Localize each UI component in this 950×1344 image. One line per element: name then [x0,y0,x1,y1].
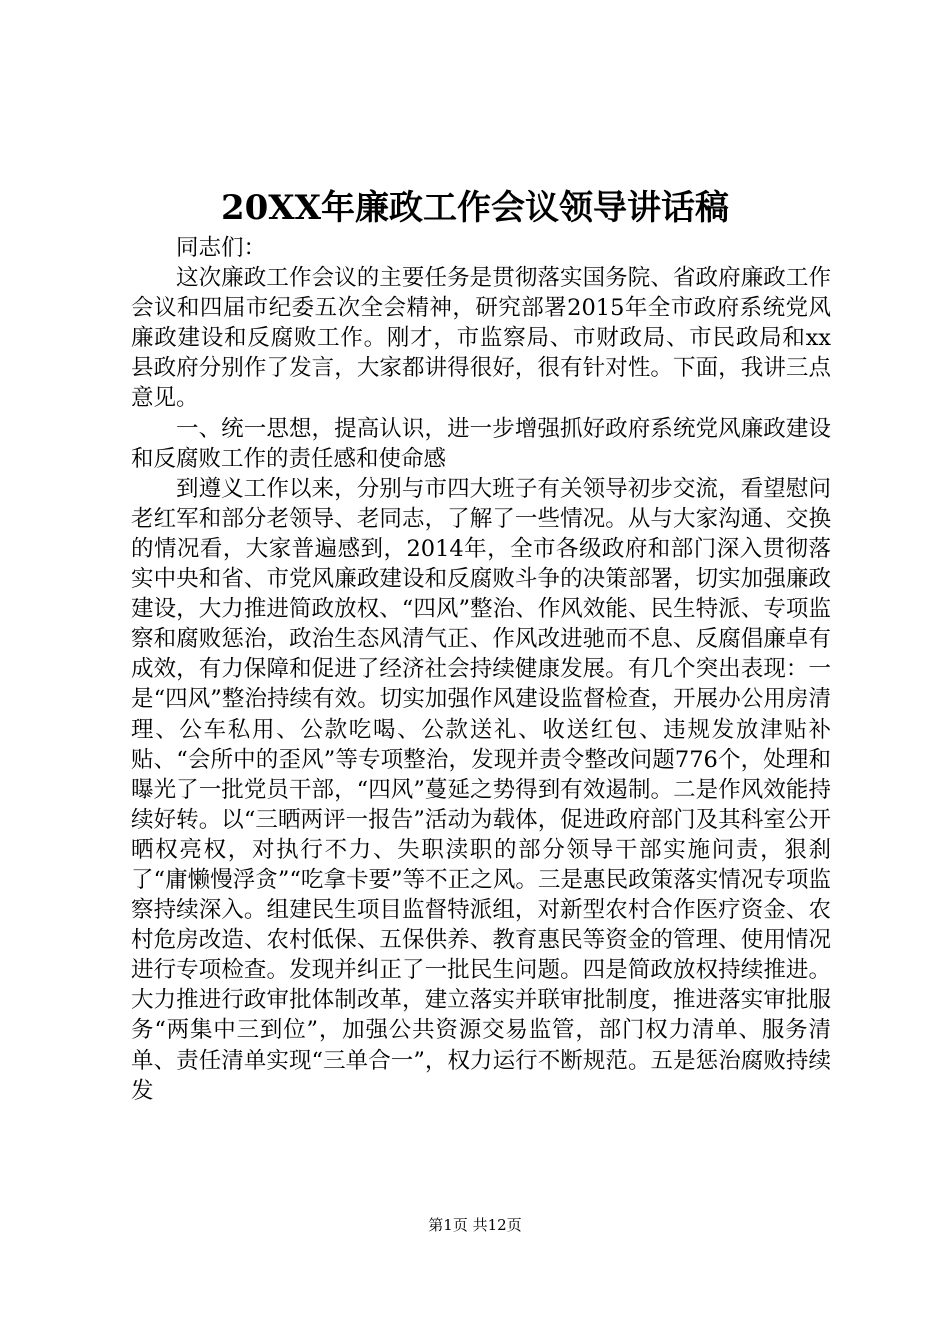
section-heading-one: 一、统一思想，提高认识，进一步增强抓好政府系统党风廉政建设和反腐败工作的责任感和使命感 [131,415,831,472]
page-number-footer: 第1页 共12页 [428,1216,522,1234]
salutation: 同志们： [176,235,267,261]
paragraph-main: 到遵义工作以来，分别与市四大班子有关领导初步交流，看望慰问老红军和部分老领导、老同志，了解了一些情况。从与大家沟通、交换的情况看，大家普遍感到，2014年，全市各级政府和部门深入贯彻落实中央和省、市党风廉政建设和反腐败斗争的决策部署，切实加强廉政建设，大力推进简政放权、“四风”整治、作风效能、民生特派、专项监察和腐败惩治，政治生态风清气正、作风改进驰而不息、反腐倡廉卓有成效，有力保障和促进了经济社会持续健康发展。有几个突出表现：一是“四风”整治持续有效。切实加强作风建设监督检查，开展办公用房清理、公车私用、公款吃喝、公款送礼、收送红包、违规发放津贴补贴、“会所中的歪风”等专项整治，发现并责令整改问题776个，处理和曝光了一批党员干部，“四风”蔓延之势得到有效遏制。二是作风效能持续好转。以“三晒两评一报告”活动为载体，促进政府部门及其科室公开晒权亮权，对执行不力、失职渎职的部分领导干部实施问责，狠刹了“庸懒慢浮贪”“吃拿卡要”等不正之风。三是惠民政策落实情况专项监察持续深入。组建民生项目监督特派组，对新型农村合作医疗资金、农村危房改造、农村低保、五保供养、教育惠民等资金的管理、使用情况进行专项检查。发现并纠正了一批民生问题。四是简政放权持续推进。大力推进行政审批体制改革，建立落实并联审批制度，推进落实审批服务“两集中三到位”，加强公共资源交易监管，部门权力清单、服务清单、责任清单实现“三单合一”，权力运行不断规范。五是惩治腐败持续发 [131,475,831,1104]
paragraph-intro: 这次廉政工作会议的主要任务是贯彻落实国务院、省政府廉政工作会议和四届市纪委五次全会精神，研究部署2015年全市政府系统党风廉政建设和反腐败工作。刚才，市监察局、市财政局、市民政局和xx县政府分别作了发言，大家都讲得很好，很有针对性。下面，我讲三点意见。 [131,265,831,412]
document-title: 20XX年廉政工作会议领导讲话稿 [220,188,730,228]
document-body [131,233,831,1106]
